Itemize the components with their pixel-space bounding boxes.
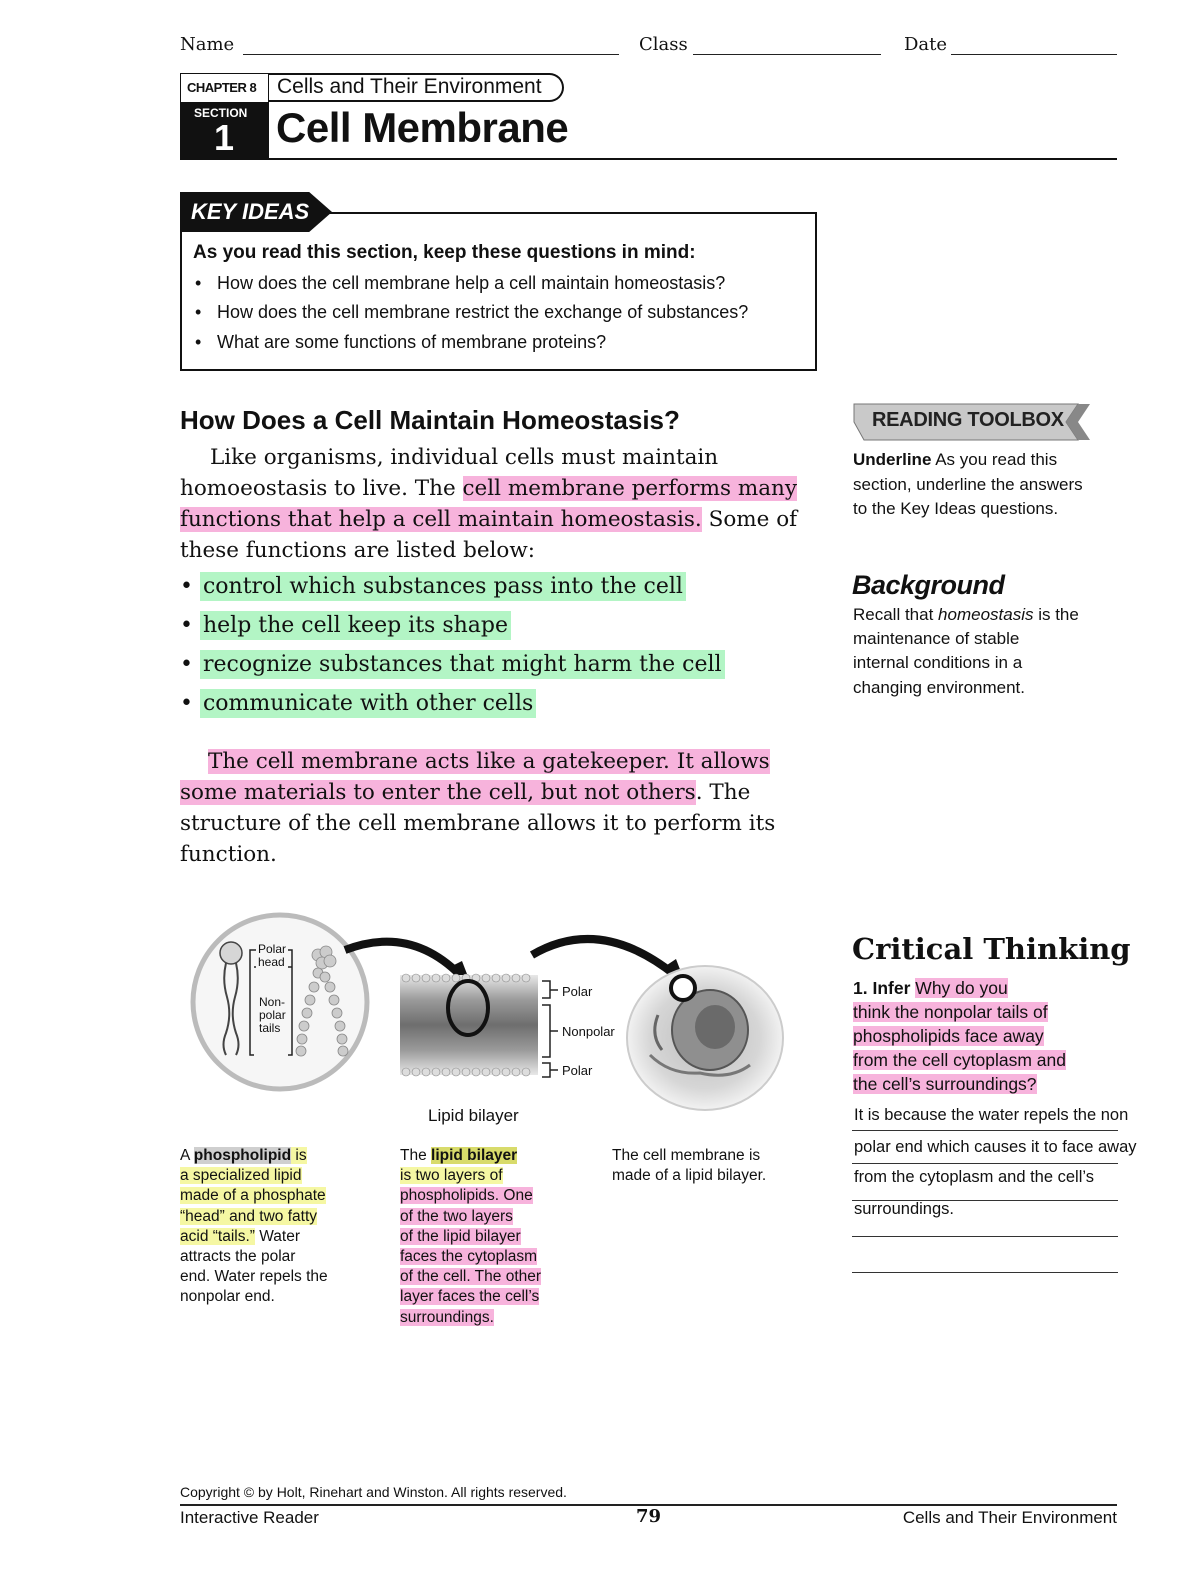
paragraph-2 xyxy=(180,746,820,870)
answer-rule-2 xyxy=(852,1163,1118,1164)
banner-rule xyxy=(268,158,1117,160)
bullet-1: • control which substances pass into the cell xyxy=(180,574,686,599)
bullet-2: • help the cell keep its shape xyxy=(180,613,511,638)
para2-line2: some materials to enter the cell, but not others. The xyxy=(180,780,751,805)
cell-membrane-caption: The cell membrane is made of a lipid bilayer. xyxy=(612,1147,767,1185)
answer-line-3[interactable]: from the cytoplasm and the cell’s xyxy=(854,1168,1094,1186)
polar-head-label: Polar head xyxy=(258,942,287,969)
date-field[interactable] xyxy=(951,54,1117,55)
para2-line4: function. xyxy=(180,842,277,867)
toolbox-text: Underline As you read this section, underline the answers to the Key Ideas questions. xyxy=(853,450,1083,518)
answer-line-2[interactable]: polar end which causes it to face away xyxy=(854,1138,1137,1156)
bilayer-polar-top-label: Polar xyxy=(562,984,593,999)
key-idea-2: • How does the cell membrane restrict the exchange of substances? xyxy=(195,302,749,322)
critical-thinking-title: Critical Thinking xyxy=(852,932,1131,966)
para1-line4: these functions are listed below: xyxy=(180,538,536,563)
paragraph-1 xyxy=(180,442,820,566)
lipid-bilayer-caption: The lipid bilayer is two layers of phospholipids. One of the two layers of the lipid bilayer faces the cytoplasm of the cell. The other layer faces the cell’s surroundings. xyxy=(400,1147,542,1326)
nonpolar-tails-label: Non- polar tails xyxy=(259,995,286,1035)
footer-right: Cells and Their Environment xyxy=(902,1508,1117,1527)
footer-left: Interactive Reader xyxy=(180,1508,319,1527)
answer-rule-1 xyxy=(852,1130,1118,1131)
para2-line1: The cell membrane acts like a gatekeeper. It allows xyxy=(208,749,770,774)
lipid-bilayer-diagram xyxy=(400,974,558,1077)
answer-rule-5[interactable] xyxy=(852,1272,1118,1273)
date-label: Date xyxy=(904,34,948,55)
bullet-4: • communicate with other cells xyxy=(180,691,536,716)
key-ideas-tab-label: KEY IDEAS xyxy=(191,199,310,224)
section-number: 1 xyxy=(214,117,235,158)
answer-rule-4 xyxy=(852,1236,1118,1237)
bilayer-nonpolar-label: Nonpolar xyxy=(562,1024,615,1039)
critical-question: 1. Infer Why do you think the nonpolar tails of phospholipids face away from the cell cytoplasm and the cell’s surroundings? xyxy=(853,978,1067,1094)
class-field[interactable] xyxy=(693,54,881,55)
copyright: Copyright © by Holt, Rinehart and Winston. All rights reserved. xyxy=(180,1484,567,1500)
para2-line3: structure of the cell membrane allows it to perform its xyxy=(180,811,776,836)
background-title: Background xyxy=(852,570,1005,600)
key-ideas-intro: As you read this section, keep these questions in mind: xyxy=(193,242,696,263)
name-label: Name xyxy=(180,34,235,55)
bilayer-caption: Lipid bilayer xyxy=(428,1106,519,1125)
class-label: Class xyxy=(639,34,688,55)
cell-diagram xyxy=(627,966,783,1110)
phospholipid-caption: A phospholipid is a specialized lipid made of a phosphate “head” and two fatty acid “tails.” Water attracts the polar end. Water repels the nonpolar end. xyxy=(180,1147,328,1306)
section-title: Cell Membrane xyxy=(276,104,569,151)
section-heading: How Does a Cell Maintain Homeostasis? xyxy=(180,405,680,435)
bilayer-polar-bottom-label: Polar xyxy=(562,1063,593,1078)
bullet-3: • recognize substances that might harm the cell xyxy=(180,652,725,677)
para1-line1: Like organisms, individual cells must maintain xyxy=(210,445,719,470)
background-text: Recall that homeostasis is the maintenance of stable internal conditions in a changing environment. xyxy=(853,605,1079,697)
para1-line3: functions that help a cell maintain homeostasis. Some of xyxy=(180,507,798,532)
answer-line-4[interactable]: surroundings. xyxy=(854,1200,954,1218)
name-field[interactable] xyxy=(243,54,619,55)
section-label: SECTION xyxy=(194,106,248,120)
chapter-label: CHAPTER 8 xyxy=(187,80,257,95)
key-idea-3: • What are some functions of membrane proteins? xyxy=(195,332,607,352)
arrow-2 xyxy=(532,939,675,975)
key-idea-1: • How does the cell membrane help a cell maintain homeostasis? xyxy=(195,273,726,293)
para1-line2: homoeostasis to live. The cell membrane performs many xyxy=(180,476,798,501)
chapter-title: Cells and Their Environment xyxy=(277,75,542,98)
reading-toolbox-label: READING TOOLBOX xyxy=(872,409,1064,431)
answer-line-1[interactable]: It is because the water repels the non xyxy=(854,1106,1129,1124)
page-number: 79 xyxy=(636,1506,662,1527)
